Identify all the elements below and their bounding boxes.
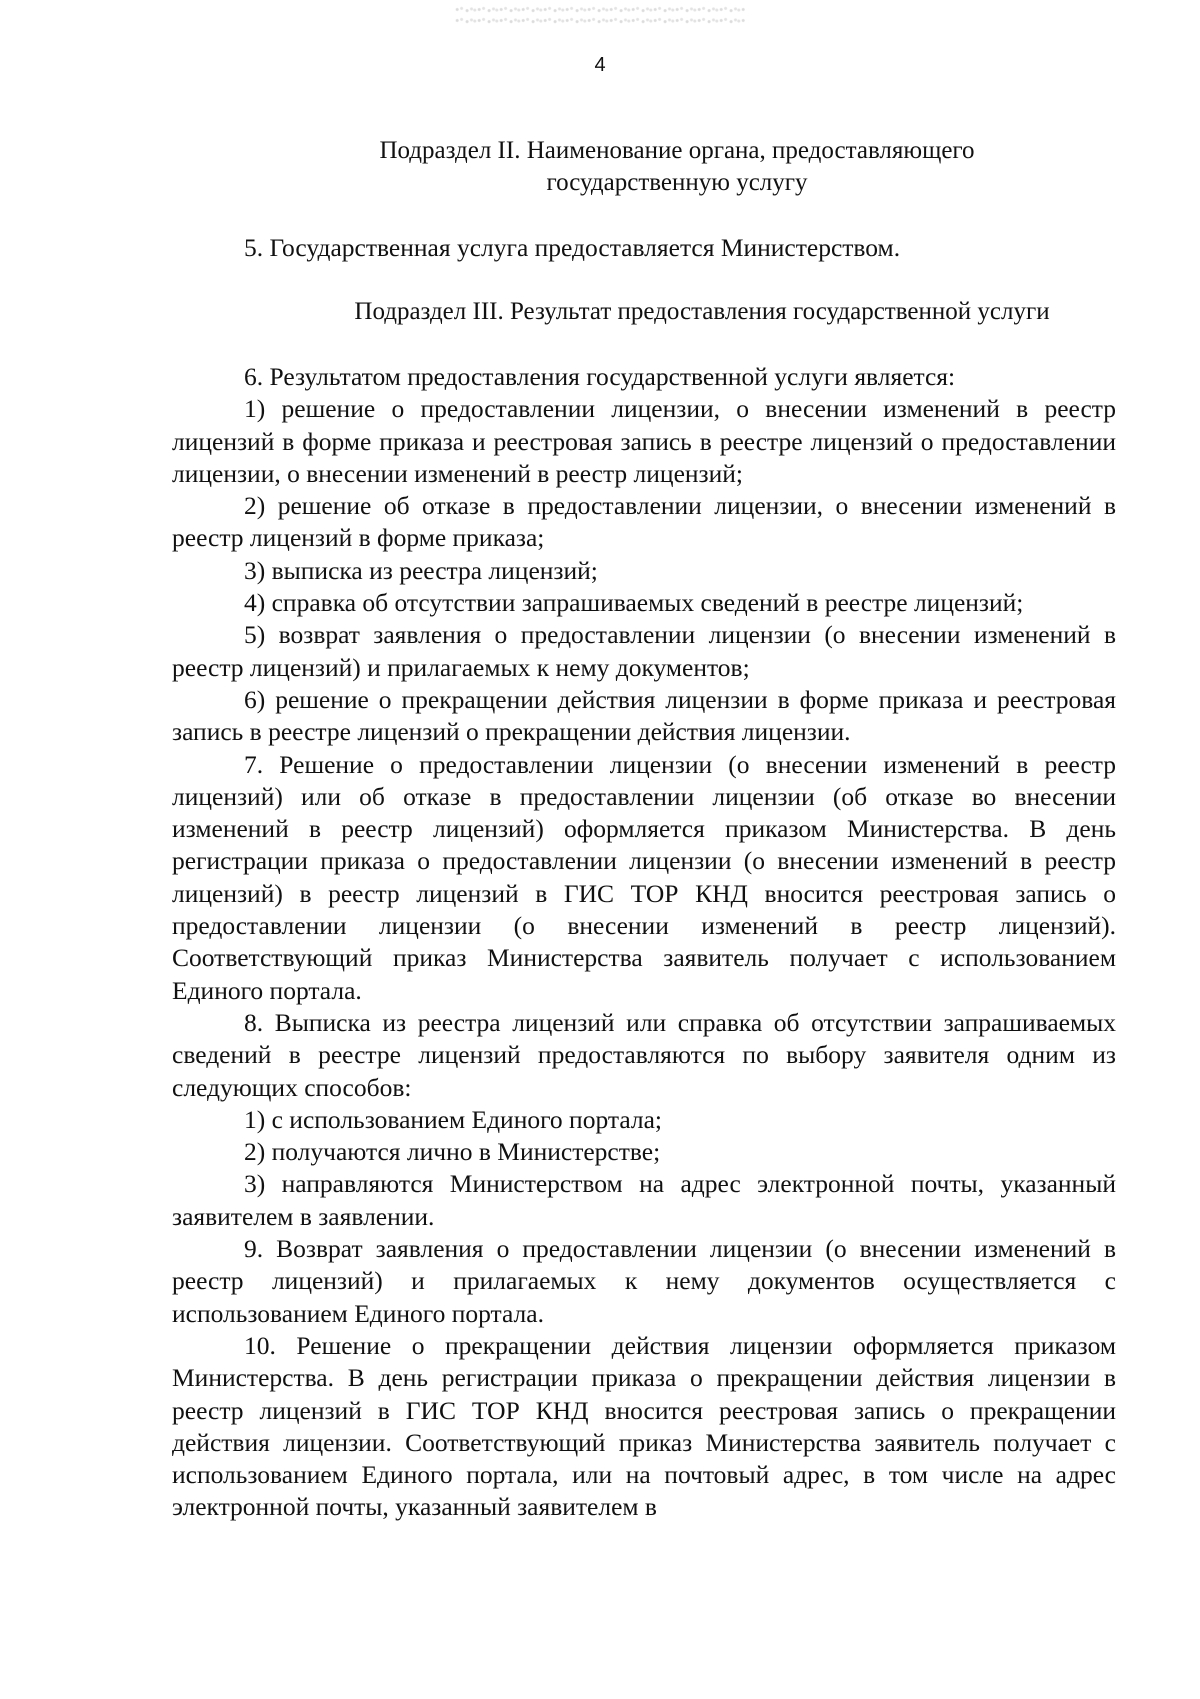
scan-artifact (455, 4, 745, 26)
list-item-8-1: 1) с использованием Единого портала; (244, 1104, 662, 1134)
list-item-8-2: 2) получаются лично в Министерстве; (244, 1137, 661, 1167)
paragraph-7: 7. Решение о предоставлении лицензии (о внесении изменений в реестр лицензий) или об отказе в предоставлении лицензии (об отказе во внесении изменений в реестр лицензий) оформляется приказом Министерства. В день регистрации приказа о предоставлении лицензии (о внесении изменений в реестр лицензий) в реестр лицензий в ГИС ТОР КНД вносится реестровая запись о предоставлении лицензии (о внесении изменений в реестр лицензий). Соответствующий приказ Министерства заявитель получает с использованием Единого портала. (172, 749, 1116, 1005)
subsection-2-title-line2: государственную услугу (546, 169, 808, 196)
list-item-6-4: 4) справка об отсутствии запрашиваемых сведений в реестре лицензий; (244, 588, 1024, 618)
list-item-6-6: 6) решение о прекращении действия лицензии в форме приказа и реестровая запись в реестре лицензий о прекращении действия лицензии. (172, 684, 1116, 747)
subsection-2-title (172, 135, 1112, 199)
paragraph-9: 9. Возврат заявления о предоставлении лицензии (о внесении изменений в реестр лицензий) и прилагаемых к нему документов осуществляется с использованием Единого портала. (172, 1234, 1116, 1328)
list-item-8-3: 3) направляются Министерством на адрес электронной почты, указанный заявителем в заявлении. (172, 1169, 1116, 1231)
paragraph-8: 8. Выписка из реестра лицензий или справка об отсутствии запрашиваемых сведений в реестре лицензий предоставляются по выбору заявителя одним из следующих способов: (172, 1007, 1116, 1102)
paragraph-6: 6. Результатом предоставления государственной услуги является: (244, 362, 956, 391)
paragraph-10: 10. Решение о прекращении действия лицензии оформляется приказом Министерства. В день регистрации приказа о прекращении действия лицензии в реестр лицензий в ГИС ТОР КНД вносится реестровая запись о прекращении действия лицензии. Соответствующий приказ Министерства заявитель получает с использованием Единого портала, или на почтовый адрес, в том числе на адрес электронной почты, указанный заявителем в (172, 1330, 1116, 1522)
subsection-2-title-line1: Подраздел II. Наименование органа, предоставляющего (379, 137, 975, 164)
subsection-3-title: Подраздел III. Результат предоставления государственной услуги (354, 298, 1050, 325)
subsection-2-body (172, 232, 1116, 264)
list-item-6-1: 1) решение о предоставлении лицензии, о внесении изменений в реестр лицензий в форме приказа и реестровая запись в реестре лицензий о предоставлении лицензии, о внесении изменений в реестр лицензий; (172, 394, 1116, 488)
page-number: 4 (594, 54, 606, 76)
list-item-6-3: 3) выписка из реестра лицензий; (244, 555, 598, 585)
list-item-6-5: 5) возврат заявления о предоставлении лицензии (о внесении изменений в реестр лицензий) и прилагаемых к нему документов; (172, 620, 1116, 682)
list-item-6-2: 2) решение об отказе в предоставлении лицензии, о внесении изменений в реестр лицензий в форме приказа; (172, 491, 1116, 553)
paragraph-5: 5. Государственная услуга предоставляется Министерством. (244, 233, 901, 262)
subsection-3-body (172, 361, 1116, 1524)
